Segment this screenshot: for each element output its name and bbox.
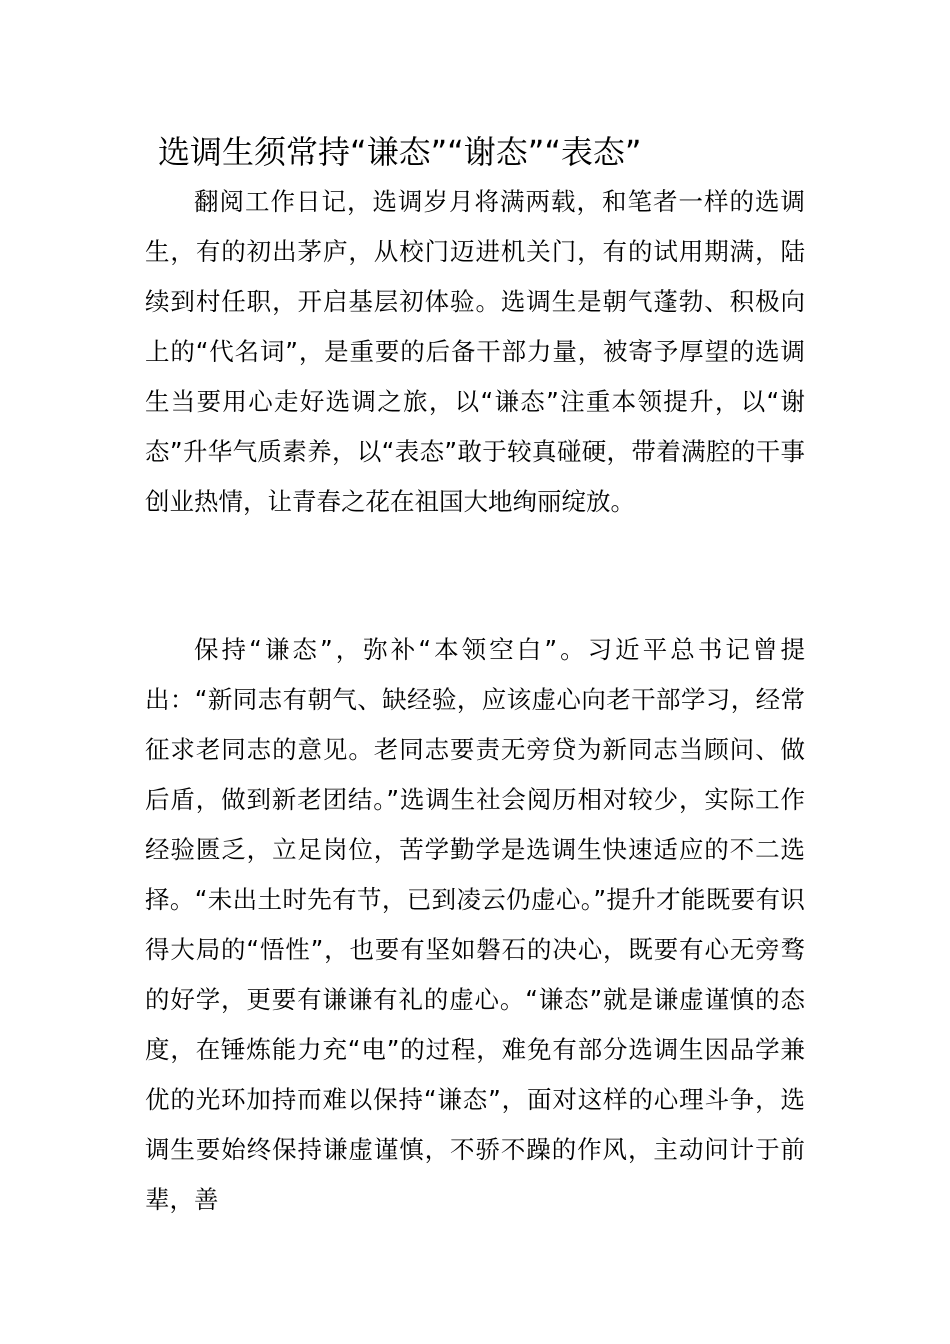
document-title: 选调生须常持“谦态”“谢态”“表态”	[158, 133, 642, 171]
paragraph-intro: 翻阅工作日记，选调岁月将满两载，和笔者一样的选调生，有的初出茅庐，从校门迈进机关门，有的试用期满，陆续到村任职，开启基层初体验。选调生是朝气蓬勃、积极向上的“代名词”，是重要的后备干部力量，被寄予厚望的选调生当要用心走好选调之旅，以“谦态”注重本领提升，以“谢态”升华气质素养，以“表态”敢于较真碰硬，带着满腔的干事创业热情，让青春之花在祖国大地绚丽绽放。	[145, 187, 805, 516]
paragraph-humility: 保持“谦态”，弥补“本领空白”。习近平总书记曾提出：“新同志有朝气、缺经验，应该虚心向老干部学习，经常征求老同志的意见。老同志要责无旁贷为新同志当顾问、做后盾，做到新老团结。”选调生社会阅历相对较少，实际工作经验匮乏，立足岗位，苦学勤学是选调生快速适应的不二选择。“未出土时先有节，已到凌云仍虚心。”提升才能既要有识得大局的“悟性”，也要有坚如磐石的决心，既要有心无旁骛的好学，更要有谦谦有礼的虚心。“谦态”就是谦虚谨慎的态度，在锤炼能力充“电”的过程，难免有部分选调生因品学兼优的光环加持而难以保持“谦态”，面对这样的心理斗争，选调生要始终保持谦虚谨慎，不骄不躁的作风，主动问计于前辈，善	[145, 635, 805, 1214]
